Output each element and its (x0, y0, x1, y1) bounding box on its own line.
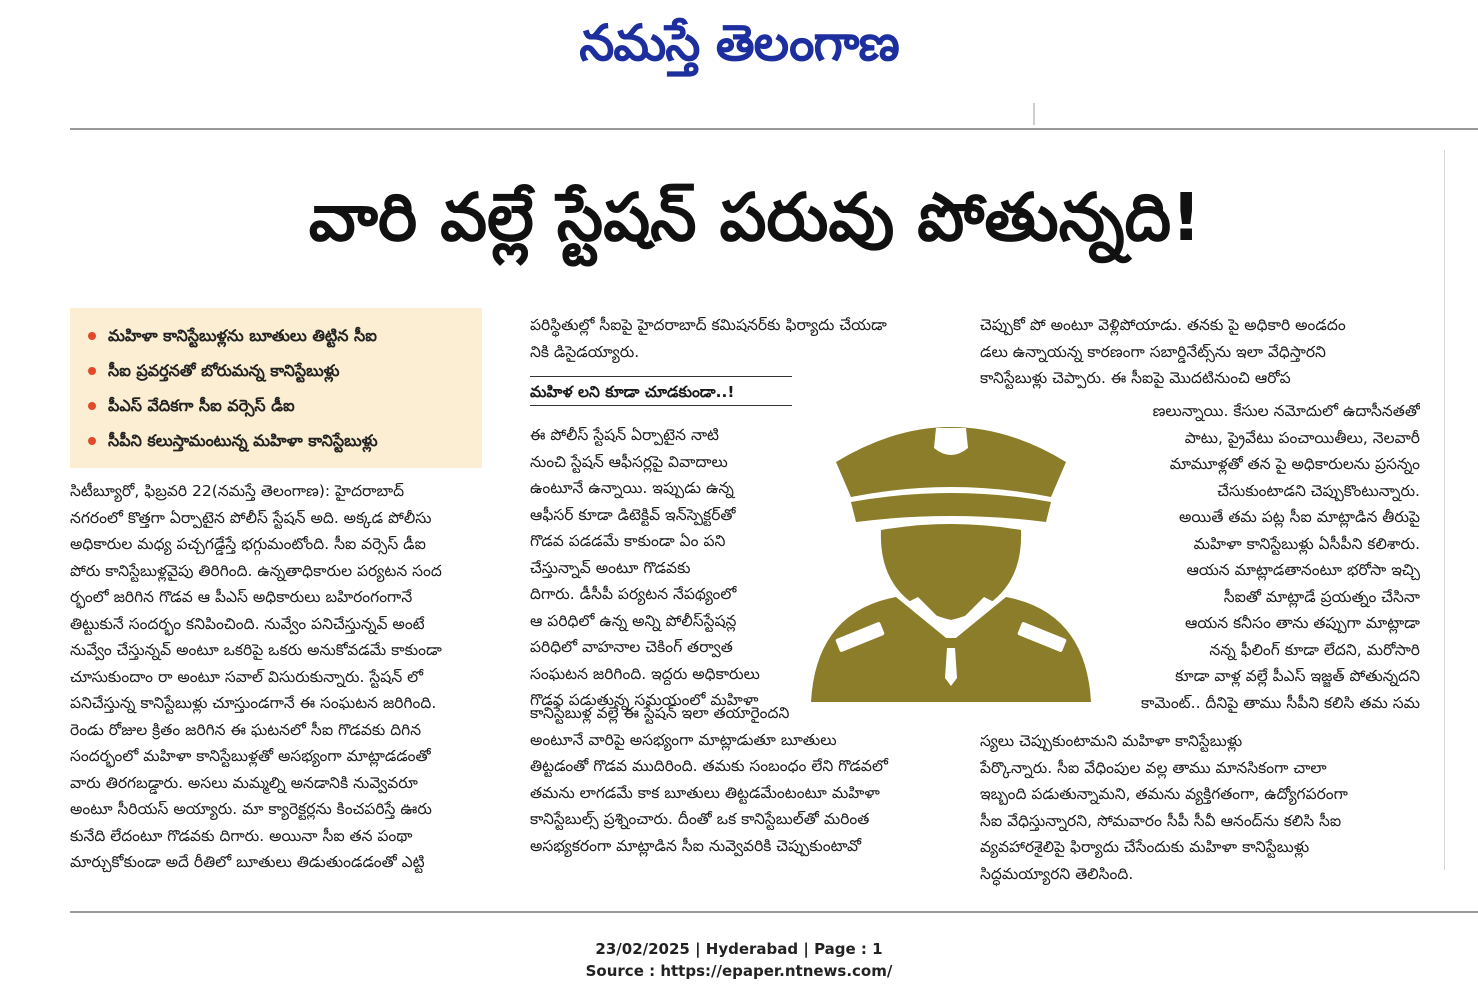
text-line: ఆ పరిధిలో ఉన్న అన్ని పోలీస్‌స్టేషన్ల (530, 611, 737, 630)
text-line: ఆయన కనీసం తాను తప్పుగా మాట్లాడా (1184, 614, 1420, 632)
text-line: కానిస్టేబుళ్లు చెప్పారు. ఈ సీఐపై మొదటినుంచి ఆరోప (980, 369, 1291, 387)
text-line: గొడవ పడడమే కాకుండా ఏం పని (530, 532, 726, 550)
text-line: పోరు కానిస్టేబుళ్లవైపు తిరిగింది. ఉన్నతాధికారుల పర్యటన సంద (70, 561, 442, 580)
bullet-icon (88, 332, 96, 340)
article-column-2-bottom (530, 700, 962, 859)
text-line: అంటూనే వారిపై అసభ్యంగా మాట్లాడుతూ బూతులు (530, 730, 837, 749)
text-line: గొడవ పడుతున్న సమయంలో మహిళా (530, 691, 759, 709)
text-line: ణలున్నాయి. కేసుల నమోదులో ఉదాసీనతతో (1152, 402, 1420, 420)
text-line: అధికారుల మధ్య పచ్చగడ్డేస్తే భగ్గుమంటోంది. సీఐ వర్సెస్ డీఐ (70, 535, 426, 553)
text-line: నగరంలో కొత్తగా ఏర్పాటైన పోలీస్ స్టేషన్ అది. అక్కడ పోలీసు (70, 508, 432, 527)
text-line: కామెంట్.. దీనిపై తాము సీపీని కలిసి తమ సమ (1140, 693, 1420, 712)
article-column-2-mid (530, 422, 820, 714)
text-line: సంఘటన జరిగింది. ఇద్దరు అధికారులు (530, 664, 760, 683)
highlights-box (70, 308, 482, 468)
police-officer-icon (796, 402, 1106, 702)
text-line: ఇబ్బంది పడుతున్నామని, తమను వ్యక్తిగతంగా, ఉద్యోగపరంగా (980, 785, 1348, 803)
text-line: నికి డిసైడయ్యారు. (530, 342, 640, 361)
bottom-divider (70, 911, 1478, 913)
text-line: ఈ పోలీస్ స్టేషన్ ఏర్పాటైన నాటి (530, 426, 720, 444)
text-line: మహిళా కానిస్టేబుళ్లు ఏసీపీని కలిశారు. (1193, 534, 1420, 553)
bullet-icon (88, 437, 96, 445)
text-line: కానిస్టేబుళ్ల వల్లే ఈ స్టేషన్ ఇలా తయారైందని (530, 704, 790, 722)
text-line: పరిధిలో వాహనాల చెకింగ్ తర్వాత (530, 638, 733, 656)
text-line: ఉంటూనే ఉన్నాయి. ఇప్పుడు ఉన్న (530, 479, 734, 497)
article-column-3-top (980, 312, 1420, 392)
text-line: కానిస్టేబుల్స్ ప్రశ్నించారు. దీంతో ఒక కానిస్టేబుల్‌తో మరింత (530, 810, 870, 828)
text-line: ఆయన మాట్లాడతానంటూ భరోసా ఇచ్చి (1186, 561, 1420, 579)
text-line: వ్యవహారశైలిపై ఫిర్యాదు చేసేందుకు మహిళా కానిస్టేబుళ్లు (980, 838, 1310, 856)
text-line: పాటు, ప్రైవేటు పంచాయితీలు, నెలవారీ (1184, 428, 1420, 447)
text-line: తిట్టుకునే సందర్భం కనిపించింది. నువ్వేం పనిచేస్తున్నవ్ అంటే (70, 614, 425, 633)
text-line: సీఐ వేధిస్తున్నారని, సోమవారం సీపీ సీవీ ఆనంద్‌ను కలిసి సీఐ (980, 811, 1342, 830)
text-line: దిగారు. డీసీపీ పర్యటన నేపథ్యంలో (530, 585, 737, 603)
article-column-1 (70, 478, 500, 876)
text-line: మార్చుకోకుండా అదే రీతిలో బూతులు తిడుతుండడంతో ఎట్టి (70, 853, 425, 871)
text-line: వారు తిరగబడ్డారు. అసలు మమ్మల్ని అనడానికి నువ్వెవరూ (70, 773, 418, 792)
text-line: చేసుకుంటాడని చెప్పుకొంటున్నారు. (1217, 481, 1420, 500)
text-line: పనిచేస్తున్న కానిస్టేబుళ్లు చూస్తుండగానే ఈ సంఘటన జరిగింది. (70, 694, 437, 712)
text-line: ర్భంలో జరిగిన గొడవ ఆ పీఎస్ అధికారులు బహిరంగంగానే (70, 588, 413, 606)
masthead-logo: నమస్తే తెలంగాణ (579, 14, 899, 72)
side-divider (1444, 150, 1445, 870)
text-line: చేస్తున్నావ్ అంటూ గొడవకు (530, 558, 691, 577)
bullet-icon (88, 402, 96, 410)
text-line: పేర్కొన్నారు. సీఐ వేధింపుల వల్ల తాము మానసికంగా చాలా (980, 758, 1327, 777)
text-line: సీఐతో మాట్లాడే ప్రయత్నం చేసినా (1223, 587, 1420, 606)
highlight-text: సీఐ ప్రవర్తనతో బోరుమన్న కానిస్టేబుళ్లు (108, 361, 340, 380)
text-line: నన్న ఫీలింగ్ కూడా లేదని, మరోసారి (1209, 640, 1420, 659)
text-line: సిద్ధమయ్యారని తెలిసింది. (980, 864, 1134, 883)
text-line: డలు ఉన్నాయన్న కారణంగా సబార్డినేట్స్‌ను ఇలా వేధిస్తారని (980, 342, 1326, 361)
highlight-item (88, 388, 470, 423)
text-line: కూడా వాళ్ల వల్లే పీఎస్ ఇజ్జత్ పోతున్నదని (1175, 667, 1420, 685)
text-line: అసభ్యకరంగా మాట్లాడిన సీఐ నువ్వెవరికి చెప్పుకుంటావో (530, 836, 862, 855)
text-line: తిట్టడంతో గొడవ ముదిరింది. తమకు సంబంధం లేని గొడవలో (530, 757, 888, 775)
text-line: చూసుకుందాం రా అంటూ సవాల్ విసురుకున్నారు. స్టేషన్ లో (70, 667, 424, 686)
text-line: పరిస్థితుల్లో సీఐపై హైదరాబాద్ కమిషనర్‌కు ఫిర్యాదు చేయడా (530, 316, 887, 334)
subheading-rule-bottom (530, 405, 792, 406)
bullet-icon (88, 367, 96, 375)
text-line: చెప్పుకో పో అంటూ వెళ్లిపోయాడు. తనకు పై అధికారి అండదం (980, 316, 1346, 334)
text-line: మామూళ్లతో తన పై అధికారులను ప్రసన్నం (1169, 455, 1420, 473)
footer-date-page: 23/02/2025 | Hyderabad | Page : 1 (595, 940, 883, 958)
highlight-item (88, 423, 470, 458)
text-line: నుంచి స్టేషన్ ఆఫీసర్లపై వివాదాలు (530, 452, 728, 471)
highlight-text: మహిళా కానిస్టేబుళ్లను బూతులు తిట్టిన సీఐ (108, 326, 377, 345)
subheading-rule-top (530, 376, 792, 377)
text-line: సందర్భంలో మహిళా కానిస్టేబుళ్లతో అసభ్యంగా మాట్లాడడంతో (70, 747, 431, 765)
article-column-2-top (530, 312, 962, 365)
subheading: మహిళ లని కూడా చూడకుండా..! (530, 383, 735, 401)
article-column-3-bottom (980, 728, 1420, 887)
headline: వారి వల్లే స్టేషన్ పరువు పోతున్నది! (308, 179, 1202, 256)
text-line: అయితే తమ పట్ల సీఐ మాట్లాడిన తీరుపై (1179, 508, 1420, 526)
divider (1033, 103, 1035, 125)
highlight-text: పీఎస్ వేదికగా సీఐ వర్సెస్ డీఐ (108, 396, 295, 415)
text-line: సిటీబ్యూరో, ఫిబ్రవరి 22(నమస్తే తెలంగాణ): హైదరాబాద్ (70, 482, 405, 500)
text-line: తమను లాగడమే కాక బూతులు తిట్టడమేంటంటూ మహిళా (530, 783, 880, 802)
highlight-item (88, 353, 470, 388)
highlight-item (88, 318, 470, 353)
text-line: స్యలు చెప్పుకుంటామని మహిళా కానిస్టేబుళ్లు (980, 732, 1243, 750)
top-divider (70, 128, 1478, 130)
text-line: కునేది లేదంటూ గొడవకు దిగారు. అయినా సీఐ తన పంథా (70, 826, 413, 845)
footer-source: Source : https://epaper.ntnews.com/ (585, 962, 893, 980)
text-line: నువ్వేం చేస్తున్నవ్ అంటూ ఒకరిపై ఒకరు అనుకోవడమే కాకుండా (70, 641, 442, 659)
text-line: అంటూ సీరియస్ అయ్యారు. మా క్యారెక్టర్లను కించపరిస్తే ఊరు (70, 800, 432, 818)
highlight-text: సీపీని కలుస్తామంటున్న మహిళా కానిస్టేబుళ్లు (108, 431, 378, 450)
text-line: ఆఫీసర్ కూడా డిటెక్టివ్ ఇన్‌స్పెక్టర్‌తో (530, 505, 736, 524)
text-line: రెండు రోజుల క్రితం జరిగిన ఈ ఘటనలో సీఐ గొడవకు దిగిన (70, 720, 422, 739)
